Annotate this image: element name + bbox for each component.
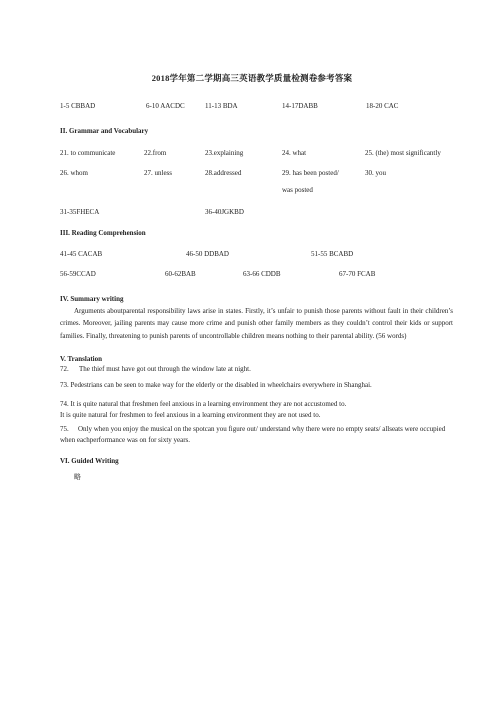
answer-group: 46-50 DDBAD xyxy=(186,250,229,258)
answer-group: 63-66 CDDB xyxy=(243,270,281,278)
answer-group: 1-5 CBBAD xyxy=(60,102,96,110)
answer-group: 18-20 CAC xyxy=(366,102,399,110)
answer-item: 30. you xyxy=(365,169,386,177)
section-heading-grammar: II. Grammar and Vocabulary xyxy=(60,127,149,135)
section-heading-reading: III. Reading Comprehension xyxy=(60,229,146,237)
summary-text: Arguments aboutparental responsibility laws arise in states. Firstly, it’s unfair to punish those parents without fault in their children’s crimes. Moreover, jailing parents may cause more crime and punish other family members as they couldn’t control their kids or support families. Finally, threatening to punish parents of uncontrollable children means nothing to their parental ability. (56 words) xyxy=(60,307,453,340)
translation-item xyxy=(60,365,455,374)
answer-item: 28.addressed xyxy=(205,169,242,177)
answer-group: 36-40JGKBD xyxy=(205,208,244,216)
answer-group: 60-62BAB xyxy=(165,270,196,278)
translation-text: It is quite natural for freshmen to feel anxious in a learning environment they are not used to. xyxy=(60,411,321,419)
translation-number: 72. xyxy=(60,365,69,373)
answer-item: 24. what xyxy=(282,149,307,157)
answer-group: 14-17DABB xyxy=(282,102,318,110)
translation-text: The thief must have got out through the window late at night. xyxy=(79,365,251,373)
translation-alternative xyxy=(60,411,455,420)
answer-group: 51-55 BCABD xyxy=(311,250,354,258)
answer-group: 67-70 FCAB xyxy=(339,270,376,278)
translation-item xyxy=(60,424,455,445)
translation-number: 74. xyxy=(60,400,69,408)
section-heading-summary: IV. Summary writing xyxy=(60,295,124,303)
translation-number: 75. xyxy=(60,425,69,433)
translation-text: It is quite natural that freshmen feel anxious in a learning environment they are not accustomed to. xyxy=(70,400,347,408)
answer-item: 21. to communicate xyxy=(60,149,116,157)
page-title: 2018学年第二学期高三英语教学质量检测卷参考答案 xyxy=(151,73,353,83)
translation-text: Pedestrians can be seen to make way for the elderly or the disabled in wheelchairs everywhere in Shanghai. xyxy=(70,381,372,389)
answer-group: 11-13 BDA xyxy=(205,102,238,110)
answer-item: was posted xyxy=(282,186,313,194)
writing-omitted-note: 略 xyxy=(74,473,81,481)
answer-group: 6-10 AACDC xyxy=(146,102,185,110)
answer-item: 22.from xyxy=(144,149,167,157)
section-heading-translation: V. Translation xyxy=(60,355,103,363)
answer-group: 56-59CCAD xyxy=(60,270,96,278)
answer-item: 23.explaining xyxy=(205,149,244,157)
translation-item xyxy=(60,381,455,390)
answer-group: 31-35FHECA xyxy=(60,208,100,216)
translation-number: 73. xyxy=(60,381,69,389)
answer-group: 41-45 CACAB xyxy=(60,250,103,258)
summary-paragraph xyxy=(60,305,453,342)
answer-item: 27. unless xyxy=(144,169,172,177)
translation-item xyxy=(60,400,455,409)
answer-item: 29. has been posted/ xyxy=(282,169,339,177)
answer-item: 26. whom xyxy=(60,169,88,177)
translation-text: Only when you enjoy the musical on the spotcan you figure out/ understand why there were no empty seats/ allseats were occupied when eachperformance was on for sixty years. xyxy=(60,425,446,444)
answer-item: 25. (the) most significantly xyxy=(365,149,441,157)
section-heading-writing: VI. Guided Writing xyxy=(60,457,119,465)
